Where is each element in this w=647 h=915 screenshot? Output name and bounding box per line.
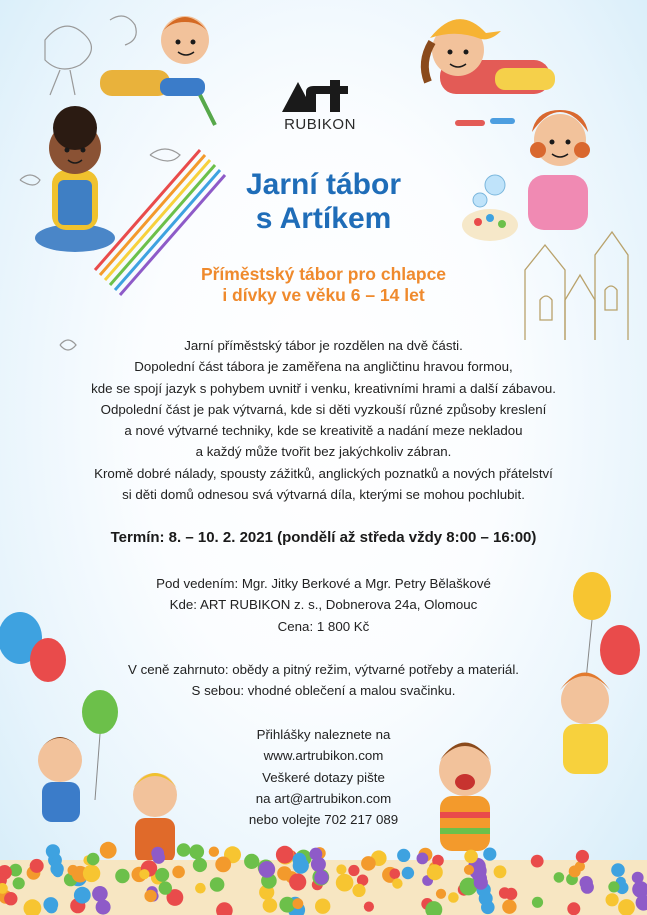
website-link[interactable]: www.artrubikon.com (263, 748, 384, 764)
ball (608, 881, 619, 892)
logo-text: RUBIKON (284, 116, 356, 133)
details-line: Kde: ART RUBIKON z. s., Dobnerova 24a, Olomouc (169, 597, 478, 613)
subtitle-line: Příměstský tábor pro chlapce (200, 264, 447, 284)
ball (606, 893, 619, 906)
ball (531, 855, 544, 868)
ball (159, 881, 172, 894)
ball (193, 858, 207, 872)
ball (139, 869, 149, 879)
ball (293, 858, 309, 874)
ball (364, 902, 374, 912)
description (40, 335, 607, 505)
ball (352, 884, 365, 897)
ball (13, 877, 25, 889)
description-line: si děti domů odnesou svá výtvarná díla, kterými se mohou pochlubit. (122, 487, 525, 503)
ball (74, 887, 91, 904)
ball (481, 901, 495, 915)
ball (53, 867, 64, 878)
ball (293, 898, 304, 909)
ball (177, 843, 191, 857)
ball (464, 850, 478, 864)
details-block (0, 573, 647, 637)
boy-lying-illustration (100, 16, 215, 125)
ball (474, 876, 488, 890)
ball (554, 872, 565, 883)
page-title (0, 168, 647, 236)
girl-with-cap-illustration (425, 19, 555, 126)
ball (276, 846, 294, 864)
ball-pit-illustration (0, 842, 647, 915)
ball (155, 868, 169, 882)
description-line: a každý může tvořit bez jakýchkoliv zábran. (195, 444, 452, 460)
details-line: Cena: 1 800 Kč (277, 618, 370, 634)
ball (611, 863, 625, 877)
description-line: a nové výtvarné techniky, kde se kreativitě a nadání meze nekladou (124, 423, 523, 439)
included-line: V ceně zahrnuto: obědy a pitný režim, výtvarné potřeby a materiál. (128, 662, 519, 677)
contact-line: Veškeré dotazy pište (262, 769, 385, 785)
ball (336, 864, 346, 874)
included-block (0, 659, 647, 702)
ball (189, 844, 204, 859)
ball (83, 865, 100, 882)
title-line: s Artíkem (255, 202, 392, 235)
phone-line: nebo volejte 702 217 089 (248, 812, 399, 828)
ball (244, 854, 259, 869)
term-date: Termín: 8. – 10. 2. 2021 (pondělí až středa vždy 8:00 – 16:00) (110, 529, 537, 546)
ball (263, 898, 278, 913)
description-line: Dopolední část tábora je zaměřena na angličtinu hravou formou, (134, 359, 513, 375)
ball (100, 842, 117, 859)
ball (581, 881, 594, 894)
description-line: Jarní příměstský tábor je rozdělen na dvě části. (184, 338, 463, 353)
ball (210, 877, 225, 892)
ball (417, 853, 429, 865)
ball (209, 847, 219, 857)
description-line: Kromě dobré nálady, spousty zážitků, anglických poznatků a nových přátelství (94, 465, 553, 481)
ball (92, 886, 108, 902)
ball (289, 873, 306, 890)
description-line: kde se spojí jazyk s pohybem uvnitř i venku, kreativními hrami a další zábavou. (91, 380, 556, 396)
doodle-sketch (20, 16, 180, 185)
ball (315, 899, 330, 914)
ball (567, 902, 580, 915)
ball (390, 869, 401, 880)
ball (483, 848, 496, 861)
ball (569, 865, 581, 877)
contact-line: Přihlášky naleznete na (256, 727, 391, 742)
ball (532, 897, 543, 908)
ball (427, 864, 443, 880)
included-line: S sebou: vhodné oblečení a malou svačinku. (191, 683, 456, 699)
ball (448, 892, 459, 903)
ball (336, 874, 354, 892)
ball (436, 889, 446, 899)
logo (270, 78, 370, 133)
ball (46, 901, 58, 913)
ball (259, 861, 276, 878)
ball (195, 883, 206, 894)
subtitle-line: i dívky ve věku 6 – 14 let (222, 285, 425, 305)
page-subtitle (0, 264, 647, 306)
ball (348, 865, 359, 876)
ball (215, 857, 231, 873)
email-link[interactable]: na art@artrubikon.com (255, 790, 392, 806)
ball (361, 856, 376, 871)
ball (502, 900, 516, 914)
art-logo-mark (280, 78, 360, 114)
ball (277, 866, 291, 880)
ball (392, 878, 402, 888)
ball (314, 870, 328, 884)
ball (311, 857, 326, 872)
ball (68, 865, 79, 876)
ball (402, 867, 414, 879)
ball (115, 869, 129, 883)
ball (397, 849, 410, 862)
ball (30, 859, 44, 873)
ball (87, 853, 100, 866)
ball (499, 887, 511, 899)
description-line: Odpolední část je pak výtvarná, kde si děti vyzkouší různé způsoby kreslení (100, 401, 547, 417)
ball (152, 851, 165, 864)
ball (464, 865, 474, 875)
details-line: Pod vedením: Mgr. Jitky Berkové a Mgr. Petry Bělaškové (156, 576, 491, 591)
ball (144, 890, 156, 902)
ball (172, 866, 185, 879)
ball (4, 892, 17, 905)
title-line: Jarní tábor (245, 168, 402, 201)
ball (96, 900, 111, 915)
ball (576, 850, 589, 863)
ball (494, 865, 507, 878)
contact-block (0, 724, 647, 830)
